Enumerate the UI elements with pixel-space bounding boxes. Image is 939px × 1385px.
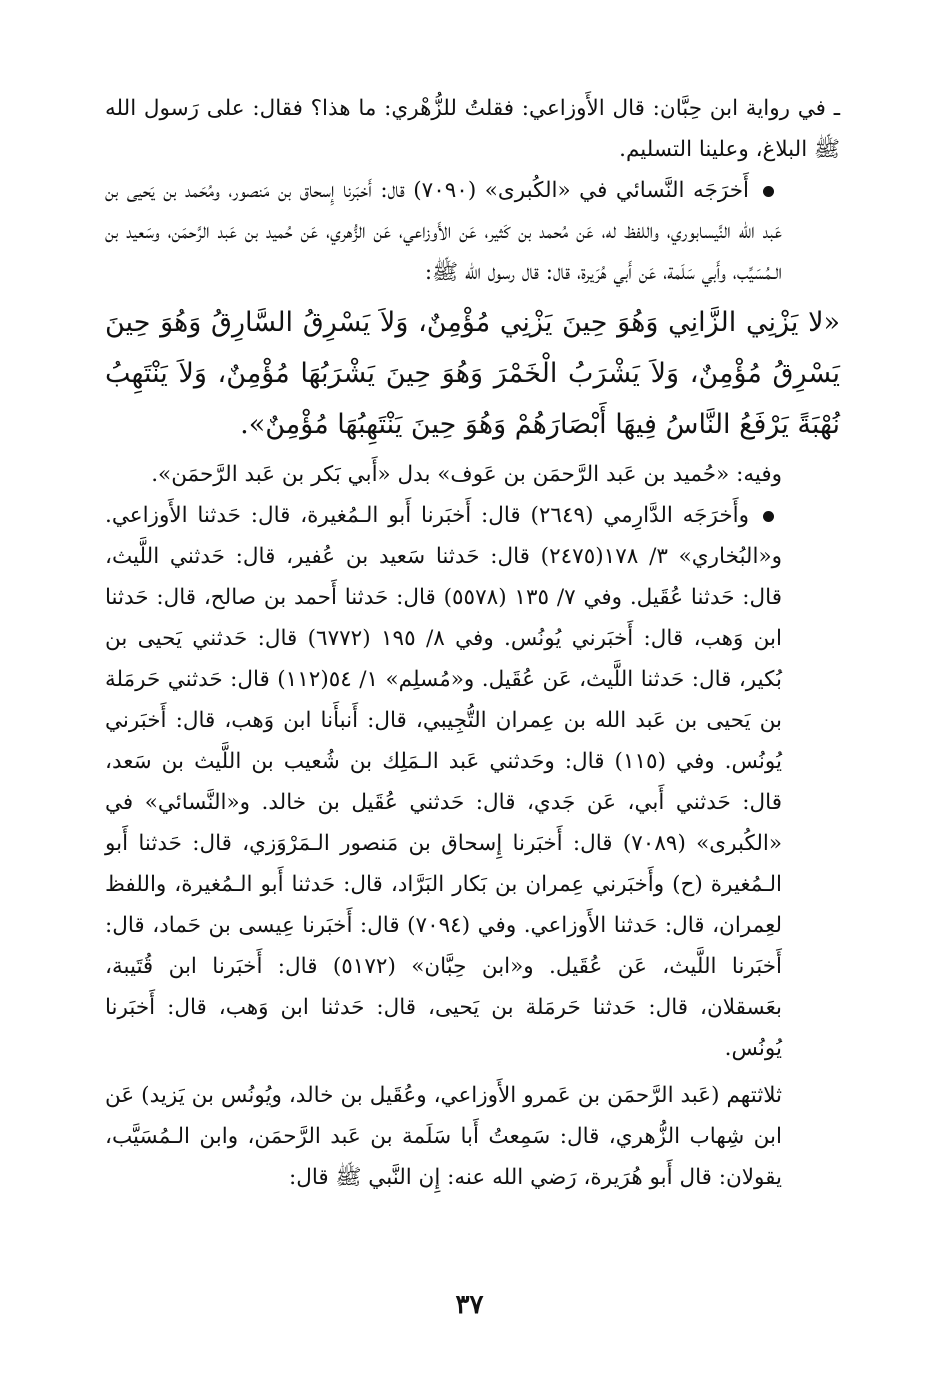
paragraph-darimi-text: وأَخرَجَه الدَّارِمي (٢٦٤٩) قال: أَخبَرنا أَبو الـمُغيرة، قال: حَدثنا الأَوزاعي. و«البُخاري» ٣/ ١٧٨(٢٤٧٥) قال: حَدثنا سَعيد بن عُفير، قال: حَدثني اللَّيث، قال: حَدثنا عُقَيل. وفي ٧/ ١٣٥ (٥٥٧٨) قال: حَدثنا أَحمد بن صالح، قال: حَدثنا ابن وَهب، قال: أَخبَرني يُونُس. وفي ٨/ ١٩٥ (٦٧٧٢) قال: حَدثني يَحيى بن بُكير، قال: حَدثنا اللَّيث، عَن عُقَيل. و«مُسلِم» ١/ ٥٤(١١٢) قال: حَدثني حَرمَلة بن يَحيى بن عَبد الله بن عِمران التُّجِيبي، قال: أَنبأَنا ابن وَهب، قال: أَخبَرني يُونُس. وفي (١١٥) قال: وحَدثني عَبد الـمَلِك بن شُعيب بن اللَّيث بن سَعد، قال: حَدثني أَبي، عَن جَدي، قال: حَدثني عُقَيل بن خالد. و«النَّسائي» في «الكُبرى» (٧٠٨٩) قال: أَخبَرنا إِسحاق بن مَنصور الـمَرْوَزي، قال: حَدثنا أَبو الـمُغيرة (ح) وأَخبَرني عِمران بن بَكار البَرَّاد، قال: حَدثنا أَبو الـمُغيرة، واللفظ لعِمران، قال: حَدثنا الأَوزاعي. وفي (٧٠٩٤) قال: أَخبَرنا عِيسى بن حَماد، قال: أَخبَرنا اللَّيث، عَن عُقَيل. و«ابن حِبَّان» (٥١٧٢) قال: أَخبَرنا ابن قُتَيبة، بعَسقلان، قال: حَدثنا حَرمَلة بن يَحيى، قال: حَدثنا ابن وَهب، قال: أَخبَرنا يُونُس.	[105, 503, 783, 1061]
variant-note: وفيه: «حُميد بن عَبد الرَّحمَن بن عَوف» بدل «أَبي بَكر بن عَبد الرَّحمَن».	[151, 462, 782, 487]
paragraph-nasai-text: أَخرَجَه النَّسائي في «الكُبرى» (٧٠٩٠) قال: أَخبَرنا إِسحاق بن مَنصور، ومُحَمد بن يَحيى بن عَبد الله النَّيسابوري، واللفظ له، عَن مُحمد بن كَثير، عَن الأَوزاعي، عَن الزُّهري، عَن حُميد بن عَبد الرَّحمَن، وسَعيد بن الـمُسَيِّب، وأَبي سَلَمة، عَن أَبي هُرَيرة، قال: قال رسول الله ﷺ:	[105, 178, 782, 285]
paragraph-nasai-takhrij	[105, 170, 840, 293]
hadith-text: «لا يَزْنِي الزَّانِي وَهُوَ حِينَ يَزْنِي مُؤْمِنٌ، وَلاَ يَسْرِقُ السَّارِقُ وَهُوَ حِينَ يَسْرِقُ مُؤْمِنٌ، وَلاَ يَشْرَبُ الْخَمْرَ وَهُوَ حِينَ يَشْرَبُهَا مُؤْمِنٌ، وَلاَ يَنْتَهِبُ نُهْبَةً يَرْفَعُ النَّاسُ فِيهَا أَبْصَارَهُمْ وَهُوَ حِينَ يَنْتَهِبُهَا مُؤْمِنٌ».	[105, 307, 840, 440]
page-number: ٣٧	[455, 1290, 484, 1320]
page-body	[105, 88, 840, 1198]
paragraph-darimi-takhrij	[105, 495, 840, 1069]
bullet-icon	[763, 511, 774, 522]
paragraph-thalathatuhum: ثلاثتهم (عَبد الرَّحمَن بن عَمرو الأَوزاعي، وعُقَيل بن خالد، ويُونُس بن يَزيد) عَن ابن شِهاب الزُّهري، قال: سَمِعتُ أَبا سَلَمة بن عَبد الرَّحمَن، وابن الـمُسَيَّب، يقولان: قال أَبو هُرَيرة، رَضي الله عنه: إِن النَّبي ﷺ قال:	[105, 1083, 782, 1190]
bullet-icon	[763, 186, 774, 197]
paragraph-ibn-hibban-note: ـ في رواية ابن حِبَّان: قال الأَوزاعي: فقلتُ للزُّهْري: ما هذا؟ فقال: على رَسول الله ﷺ البلاغ، وعلينا التسليم.	[105, 96, 840, 162]
